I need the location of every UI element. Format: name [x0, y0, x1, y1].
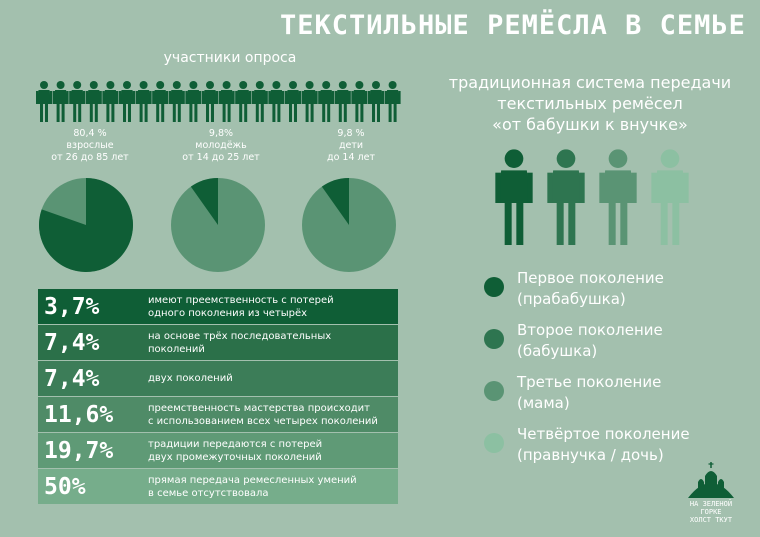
legend-item	[484, 372, 744, 424]
group-range: от 26 до 85 лет	[51, 152, 129, 163]
group-pct: 80,4 %	[73, 128, 107, 139]
stat-description	[144, 372, 398, 385]
legend-dot	[484, 329, 504, 349]
woman-figure-icon	[547, 149, 584, 245]
main-title: ТЕКСТИЛЬНЫЕ РЕМЁСЛА В СЕМЬЕ	[280, 10, 746, 41]
logo-church-icon	[676, 462, 746, 500]
legend-label	[517, 424, 690, 466]
legend-dot	[484, 381, 504, 401]
woman-figure-icon	[495, 149, 532, 245]
stat-percent: 7,4%	[44, 365, 100, 392]
group-name: молодёжь	[195, 140, 247, 151]
legend-item	[484, 268, 744, 320]
legend-dot	[484, 433, 504, 453]
legend-label-line: (правнучка / дочь)	[517, 446, 664, 464]
group-label-children	[286, 128, 416, 164]
continuity-stats-list	[38, 289, 398, 505]
legend-label-line: (мама)	[517, 394, 570, 412]
group-pct: 9,8 %	[337, 128, 365, 139]
logo-line: ХОЛСТ ТКУТ	[689, 516, 733, 524]
person-icon	[285, 81, 301, 122]
person-icon	[318, 81, 334, 122]
person-icon	[169, 81, 185, 122]
stat-row	[38, 289, 398, 324]
legend-label-line: (прабабушка)	[517, 290, 626, 308]
stat-row	[38, 433, 398, 468]
stat-description-line: в семье отсутствовала	[148, 487, 269, 499]
stat-description-line: имеют преемственность с потерей	[148, 294, 334, 306]
pie-chart	[171, 178, 265, 272]
generation-legend	[484, 268, 744, 476]
survey-title: участники опроса	[163, 50, 297, 66]
person-icon	[302, 81, 318, 122]
person-icon	[335, 81, 351, 122]
stat-row	[38, 469, 398, 504]
group-name: дети	[338, 140, 364, 151]
logo-line: ГОРКЕ	[700, 508, 722, 516]
legend-label	[517, 372, 661, 414]
participant-pie-charts	[0, 170, 440, 280]
stat-description	[144, 330, 398, 356]
person-icon	[36, 81, 52, 122]
group-label-adults	[25, 128, 155, 164]
person-icon	[268, 81, 284, 122]
stat-description-line: двух поколений	[148, 373, 233, 384]
logo-line: НА ЗЕЛЕНОЙ	[689, 500, 733, 508]
stat-description	[144, 402, 398, 428]
group-label-youth	[156, 128, 286, 164]
legend-label	[517, 320, 663, 362]
tradition-title-line: традиционная система передачи	[448, 73, 732, 92]
group-range: от 14 до 25 лет	[182, 152, 260, 163]
person-icon	[219, 81, 235, 122]
pie-chart	[302, 178, 396, 272]
stat-description	[144, 294, 398, 320]
logo	[676, 462, 746, 528]
logo-text	[676, 500, 746, 524]
stat-row	[38, 397, 398, 432]
group-name: взрослые	[66, 140, 114, 151]
stat-description-line: прямая передача ремесленных умений	[148, 474, 357, 486]
person-icon	[252, 81, 268, 122]
stat-description-line: двух промежуточных поколений	[148, 451, 322, 463]
person-icon	[185, 81, 201, 122]
stat-description	[144, 438, 398, 464]
legend-label-line: Четвёртое поколение	[517, 425, 690, 443]
stat-description-line: на основе трёх последовательных	[148, 330, 332, 342]
pie-chart	[39, 178, 133, 272]
legend-label-line: Третье поколение	[517, 373, 662, 391]
stat-percent: 11,6%	[44, 401, 114, 428]
person-icon	[385, 81, 401, 122]
person-icon	[136, 81, 152, 122]
person-icon	[53, 81, 69, 122]
stat-description-line: традиции передаются с потерей	[148, 438, 323, 450]
person-icon	[368, 81, 384, 122]
woman-figure-icon	[651, 149, 688, 245]
stat-description-line: поколений	[148, 343, 205, 355]
stat-description-line: одного поколения из четырёх	[148, 307, 308, 319]
stat-row	[38, 325, 398, 360]
person-icon	[119, 81, 135, 122]
person-icon	[152, 81, 168, 122]
legend-label-line: Первое поколение	[517, 269, 664, 287]
stat-row	[38, 361, 398, 396]
legend-label-line: Второе поколение	[517, 321, 663, 339]
stat-percent: 3,7%	[44, 293, 100, 320]
legend-item	[484, 320, 744, 372]
person-icon	[86, 81, 102, 122]
person-icon	[235, 81, 251, 122]
legend-label-line: (бабушка)	[517, 342, 598, 360]
person-icon	[202, 81, 218, 122]
stat-description	[144, 474, 398, 500]
group-range: до 14 лет	[327, 152, 375, 163]
legend-label	[517, 268, 664, 310]
stat-percent: 19,7%	[44, 437, 114, 464]
legend-dot	[484, 277, 504, 297]
stat-description-line: с использованием всех четырех поколений	[148, 415, 378, 427]
person-icon	[102, 81, 118, 122]
person-icon	[69, 81, 85, 122]
person-icon	[351, 81, 367, 122]
generation-figures	[488, 145, 698, 245]
tradition-title	[430, 72, 750, 135]
group-pct: 9,8%	[208, 128, 234, 139]
stat-percent: 50%	[44, 473, 86, 500]
stat-percent: 7,4%	[44, 329, 100, 356]
survey-participants-icons	[36, 80, 402, 122]
stat-description-line: преемственность мастерства происходит	[148, 402, 370, 414]
tradition-title-line: текстильных ремёсел	[497, 94, 683, 113]
woman-figure-icon	[599, 149, 636, 245]
tradition-title-line: «от бабушки к внучке»	[492, 115, 688, 134]
